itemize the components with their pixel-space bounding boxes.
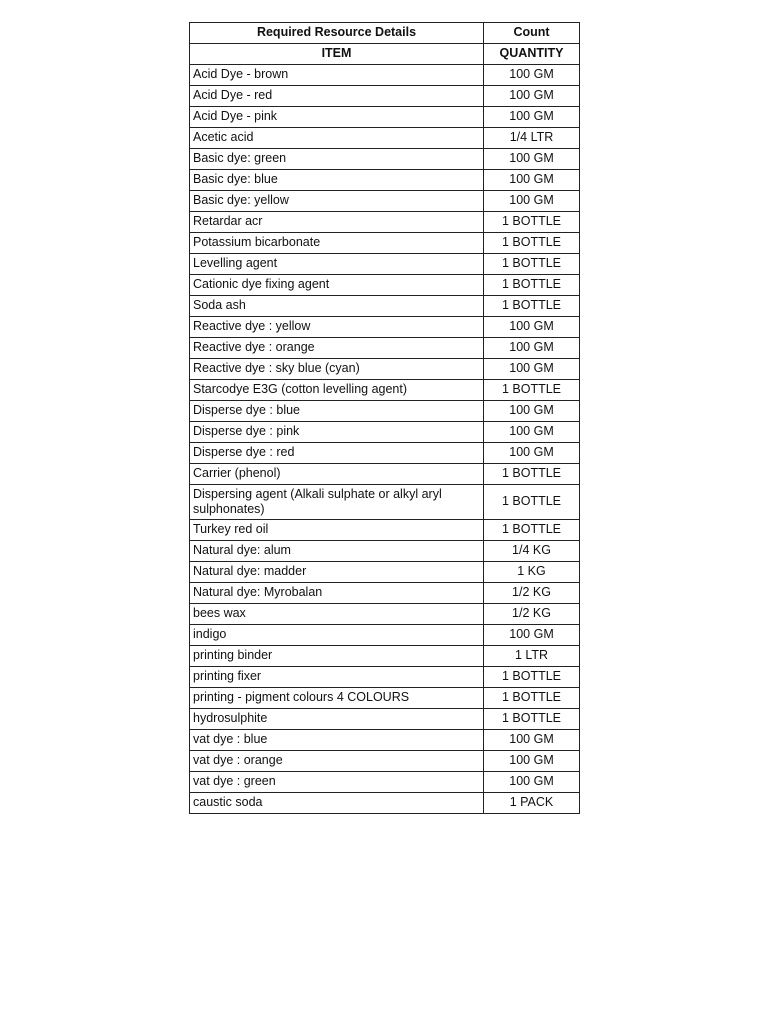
item-cell: Starcodye E3G (cotton levelling agent) — [190, 380, 484, 401]
quantity-cell: 100 GM — [484, 359, 580, 380]
item-cell: Reactive dye : sky blue (cyan) — [190, 359, 484, 380]
table-row — [190, 709, 580, 730]
subheader-row — [190, 44, 580, 65]
quantity-cell: 1 BOTTLE — [484, 254, 580, 275]
item-cell: Acid Dye - brown — [190, 65, 484, 86]
quantity-cell: 100 GM — [484, 625, 580, 646]
table-row — [190, 401, 580, 422]
table-row — [190, 751, 580, 772]
table-row — [190, 667, 580, 688]
table-row — [190, 625, 580, 646]
table-row — [190, 170, 580, 191]
item-cell: Disperse dye : blue — [190, 401, 484, 422]
table-row — [190, 730, 580, 751]
table-row — [190, 688, 580, 709]
table-row — [190, 338, 580, 359]
item-cell: Acid Dye - red — [190, 86, 484, 107]
quantity-cell: 1 PACK — [484, 793, 580, 814]
quantity-cell: 1 BOTTLE — [484, 380, 580, 401]
item-cell: Carrier (phenol) — [190, 464, 484, 485]
table-row — [190, 520, 580, 541]
quantity-cell: 1 BOTTLE — [484, 667, 580, 688]
quantity-cell: 1 BOTTLE — [484, 520, 580, 541]
quantity-cell: 1 BOTTLE — [484, 296, 580, 317]
table-row — [190, 380, 580, 401]
quantity-cell: 1 KG — [484, 562, 580, 583]
item-cell: printing binder — [190, 646, 484, 667]
table-row — [190, 772, 580, 793]
table-row — [190, 485, 580, 520]
item-cell: vat dye : blue — [190, 730, 484, 751]
table-row — [190, 86, 580, 107]
item-cell: Natural dye: madder — [190, 562, 484, 583]
item-cell: Dispersing agent (Alkali sulphate or alkyl aryl sulphonates) — [190, 485, 484, 520]
quantity-cell: 1/4 KG — [484, 541, 580, 562]
quantity-cell: 100 GM — [484, 772, 580, 793]
header-row — [190, 23, 580, 44]
quantity-cell: 1 BOTTLE — [484, 212, 580, 233]
quantity-cell: 100 GM — [484, 443, 580, 464]
table-body — [190, 65, 580, 814]
quantity-cell: 1 BOTTLE — [484, 688, 580, 709]
quantity-cell: 1 BOTTLE — [484, 233, 580, 254]
item-cell: Basic dye: green — [190, 149, 484, 170]
item-cell: Basic dye: yellow — [190, 191, 484, 212]
item-cell: printing fixer — [190, 667, 484, 688]
item-cell: Reactive dye : yellow — [190, 317, 484, 338]
table-row — [190, 191, 580, 212]
table-row — [190, 212, 580, 233]
item-cell: Acetic acid — [190, 128, 484, 149]
quantity-cell: 100 GM — [484, 149, 580, 170]
table-row — [190, 317, 580, 338]
table-row — [190, 65, 580, 86]
item-cell: Reactive dye : orange — [190, 338, 484, 359]
quantity-cell: 100 GM — [484, 65, 580, 86]
quantity-cell: 100 GM — [484, 317, 580, 338]
item-cell: caustic soda — [190, 793, 484, 814]
header-resource-details: Required Resource Details — [190, 23, 484, 44]
quantity-cell: 100 GM — [484, 107, 580, 128]
item-cell: Soda ash — [190, 296, 484, 317]
table-row — [190, 275, 580, 296]
item-cell: Natural dye: alum — [190, 541, 484, 562]
table-row — [190, 464, 580, 485]
table-row — [190, 128, 580, 149]
item-cell: vat dye : green — [190, 772, 484, 793]
item-cell: bees wax — [190, 604, 484, 625]
item-cell: printing - pigment colours 4 COLOURS — [190, 688, 484, 709]
table-row — [190, 583, 580, 604]
table-row — [190, 541, 580, 562]
quantity-cell: 1 BOTTLE — [484, 709, 580, 730]
subheader-quantity: QUANTITY — [484, 44, 580, 65]
table-row — [190, 359, 580, 380]
table-row — [190, 793, 580, 814]
item-cell: vat dye : orange — [190, 751, 484, 772]
quantity-cell: 100 GM — [484, 170, 580, 191]
item-cell: Acid Dye - pink — [190, 107, 484, 128]
item-cell: Natural dye: Myrobalan — [190, 583, 484, 604]
item-cell: hydrosulphite — [190, 709, 484, 730]
item-cell: Retardar acr — [190, 212, 484, 233]
subheader-item: ITEM — [190, 44, 484, 65]
quantity-cell: 1/2 KG — [484, 583, 580, 604]
quantity-cell: 1 BOTTLE — [484, 485, 580, 520]
table-row — [190, 254, 580, 275]
item-cell: Potassium bicarbonate — [190, 233, 484, 254]
item-cell: indigo — [190, 625, 484, 646]
table-row — [190, 646, 580, 667]
table-row — [190, 562, 580, 583]
quantity-cell: 1 BOTTLE — [484, 464, 580, 485]
header-count: Count — [484, 23, 580, 44]
table-row — [190, 604, 580, 625]
table-row — [190, 296, 580, 317]
item-cell: Levelling agent — [190, 254, 484, 275]
item-cell: Disperse dye : pink — [190, 422, 484, 443]
table-row — [190, 422, 580, 443]
quantity-cell: 100 GM — [484, 422, 580, 443]
resource-table — [189, 22, 580, 814]
item-cell: Turkey red oil — [190, 520, 484, 541]
table-row — [190, 443, 580, 464]
quantity-cell: 1/2 KG — [484, 604, 580, 625]
item-cell: Basic dye: blue — [190, 170, 484, 191]
quantity-cell: 100 GM — [484, 751, 580, 772]
quantity-cell: 1/4 LTR — [484, 128, 580, 149]
quantity-cell: 100 GM — [484, 401, 580, 422]
quantity-cell: 100 GM — [484, 86, 580, 107]
item-cell: Disperse dye : red — [190, 443, 484, 464]
quantity-cell: 1 BOTTLE — [484, 275, 580, 296]
quantity-cell: 100 GM — [484, 338, 580, 359]
table-row — [190, 233, 580, 254]
table-row — [190, 107, 580, 128]
table-head — [190, 23, 580, 65]
quantity-cell: 1 LTR — [484, 646, 580, 667]
quantity-cell: 100 GM — [484, 191, 580, 212]
table-row — [190, 149, 580, 170]
quantity-cell: 100 GM — [484, 730, 580, 751]
item-cell: Cationic dye fixing agent — [190, 275, 484, 296]
